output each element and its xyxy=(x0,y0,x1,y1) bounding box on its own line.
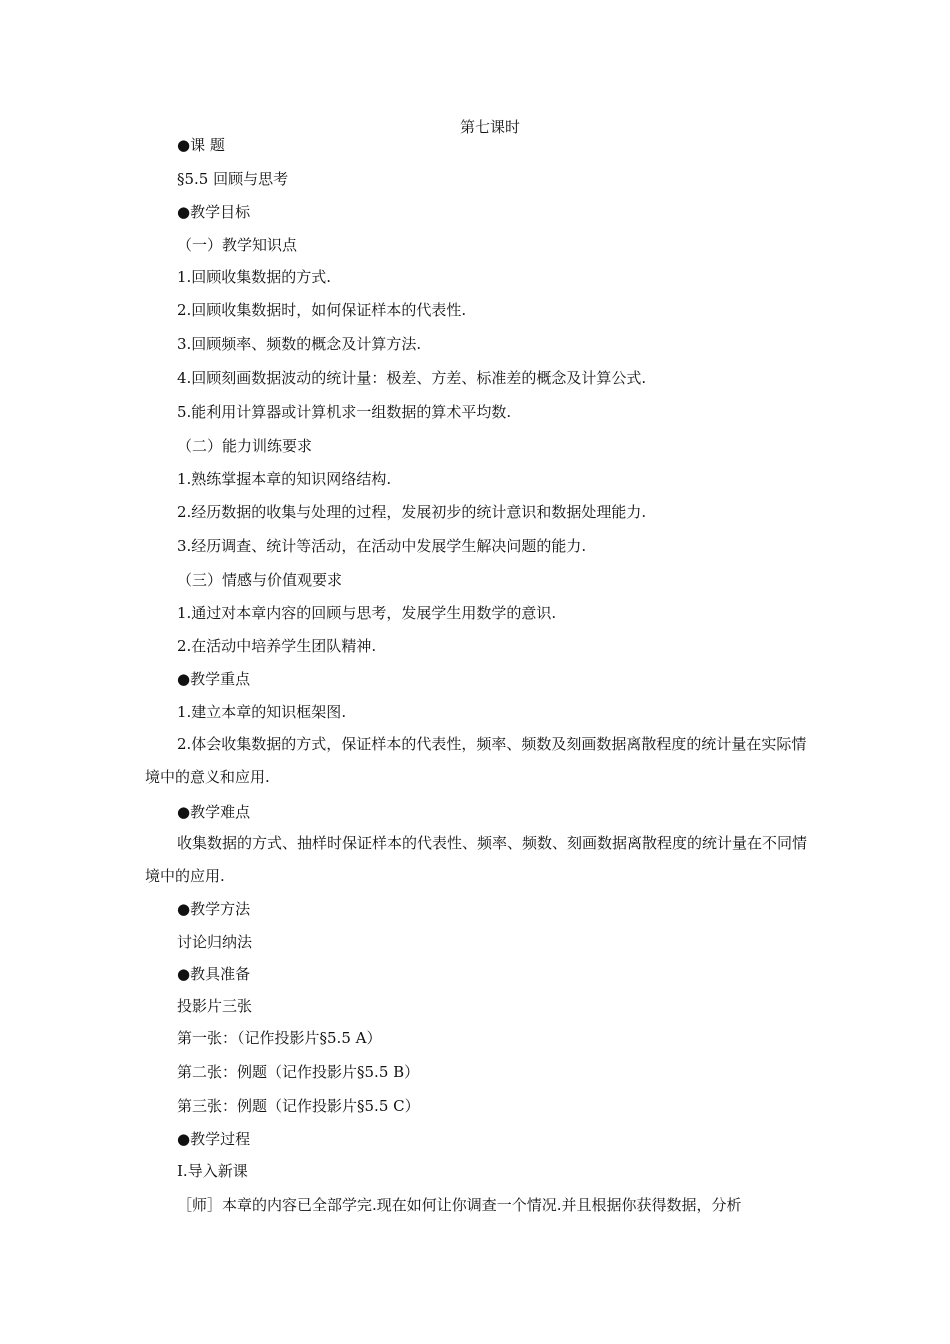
list-item: 第一张：（记作投影片§5.5 A） xyxy=(177,1029,382,1047)
section-heading-difficulties: ●教学难点 xyxy=(177,803,251,821)
subheading-ability: （二）能力训练要求 xyxy=(177,437,313,455)
list-item: 1.回顾收集数据的方式. xyxy=(177,268,332,286)
list-item: 2.回顾收集数据时，如何保证样本的代表性. xyxy=(177,301,467,319)
list-item: 4.回顾刻画数据波动的统计量：极差、方差、标准差的概念及计算公式. xyxy=(177,369,647,387)
section-heading-goals: ●教学目标 xyxy=(177,203,251,221)
list-item: 5.能利用计算器或计算机求一组数据的算术平均数. xyxy=(177,403,512,421)
paragraph-key-point-2: 2.体会收集数据的方式，保证样本的代表性，频率、频数及刻画数据离散程度的统计量在实际情境中的意义和应用. xyxy=(145,735,807,786)
teacher-dialogue: ［师］本章的内容已全部学完.现在如何让你调查一个情况.并且根据你获得数据，分析 xyxy=(177,1196,742,1214)
subheading-knowledge: （一）教学知识点 xyxy=(177,236,298,254)
method-text: 讨论归纳法 xyxy=(177,933,253,951)
list-item: 3.回顾频率、频数的概念及计算方法. xyxy=(177,335,422,353)
section-heading-topic: ●课 题 xyxy=(177,136,225,154)
section-heading-key-points: ●教学重点 xyxy=(177,670,251,688)
paragraph-difficulties: 收集数据的方式、抽样时保证样本的代表性、频率、频数、刻画数据离散程度的统计量在不同情境中的应用. xyxy=(145,834,808,885)
section-heading-materials: ●教具准备 xyxy=(177,965,251,983)
subheading-values: （三）情感与价值观要求 xyxy=(177,571,343,589)
list-item: 第三张：例题（记作投影片§5.5 C） xyxy=(177,1097,420,1115)
list-item: 1.通过对本章内容的回顾与思考，发展学生用数学的意识. xyxy=(177,604,557,622)
materials-text: 投影片三张 xyxy=(177,997,253,1015)
list-item: 1.建立本章的知识框架图. xyxy=(177,703,347,721)
list-item: 1.熟练掌握本章的知识网络结构. xyxy=(177,470,392,488)
list-item: 2.经历数据的收集与处理的过程，发展初步的统计意识和数据处理能力. xyxy=(177,503,647,521)
section-heading-process: ●教学过程 xyxy=(177,1130,251,1148)
lesson-topic: §5.5 回顾与思考 xyxy=(177,170,289,188)
section-heading-method: ●教学方法 xyxy=(177,900,251,918)
page-title: 第七课时 xyxy=(459,118,520,136)
list-item: 3.经历调查、统计等活动，在活动中发展学生解决问题的能力. xyxy=(177,537,587,555)
subheading-intro: Ⅰ.导入新课 xyxy=(177,1162,248,1180)
list-item: 第二张：例题（记作投影片§5.5 B） xyxy=(177,1063,420,1081)
list-item: 2.在活动中培养学生团队精神. xyxy=(177,637,377,655)
